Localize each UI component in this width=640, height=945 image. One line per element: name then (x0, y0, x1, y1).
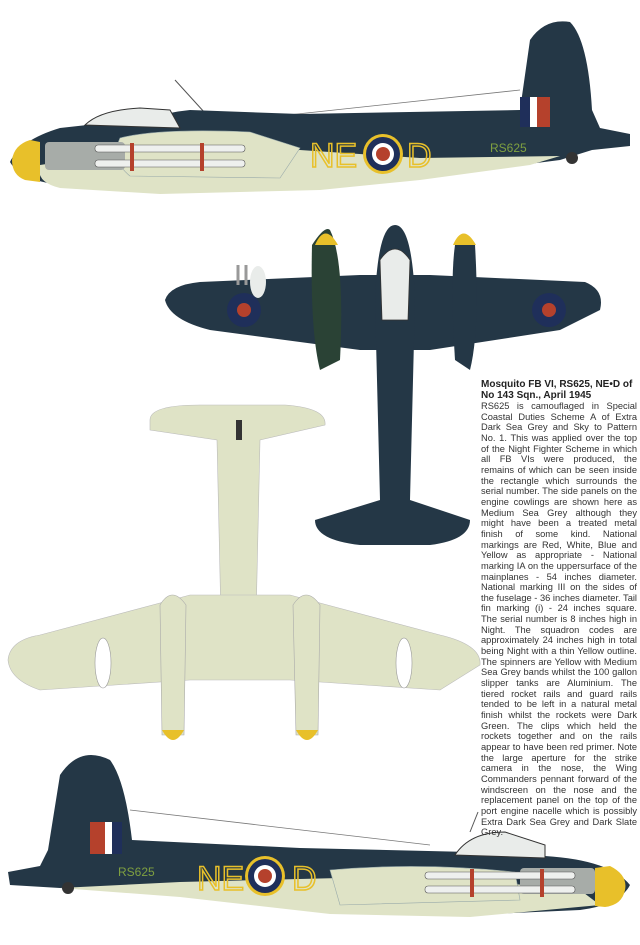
starboard-side-profile (10, 21, 630, 194)
serial-number: RS625 (490, 141, 527, 155)
aircraft-letter-port: D (292, 860, 317, 898)
caption-title: Mosquito FB VI, RS625, NE•D of No 143 Sqn., April 1945 (481, 379, 633, 401)
aircraft-letter: D (407, 137, 432, 175)
squadron-code-port: NE (197, 860, 245, 898)
serial-number-port: RS625 (118, 865, 155, 879)
caption-body: RS625 is camouflaged in Special Coastal Duties Scheme A of Extra Dark Sea Grey and Sky to Pattern No. 1. This was applied over the top of the Night Fighter Scheme in which all FB VIs were produced, the remains of which can be seen inside the rectangle which surrounds the serial number. The side panels on the engine cowlings are shown here as Medium Sea Grey although they might have been a treated metal finish of some kind. National markings are Red, White, Blue and Yellow as appropriate - National marking IA on the uppersurface of the mainplanes - 54 inches diameter. National marking III on the sides of the fuselage - 36 inches diameter. Tail fin marking (i) - 24 inches square. The serial number is 8 inches high in Night. The squadron codes are approximately 24 inches high in total being Night with a thin Yellow outline. The spinners are Yellow with Medium Sea Grey bands whilst the 100 gallon slipper tanks are Aluminium. The tiered rocket rails and guard rails tended to be left in a natural metal finish whilst the rockets were Dark Green. The clips which held the rockets together and on the rails appear to have been red primer. Note the large aperture for the strike camera in the nose, the Wing Commanders pennant forward of the windscreen on the nose and the replacement panel on the top of the port engine nacelle which is possibly Extra Dark Sea Grey and Dark Slate Grey. (481, 401, 637, 838)
spinner (12, 140, 40, 182)
caption-block (481, 379, 637, 838)
squadron-code: NE (310, 137, 358, 175)
